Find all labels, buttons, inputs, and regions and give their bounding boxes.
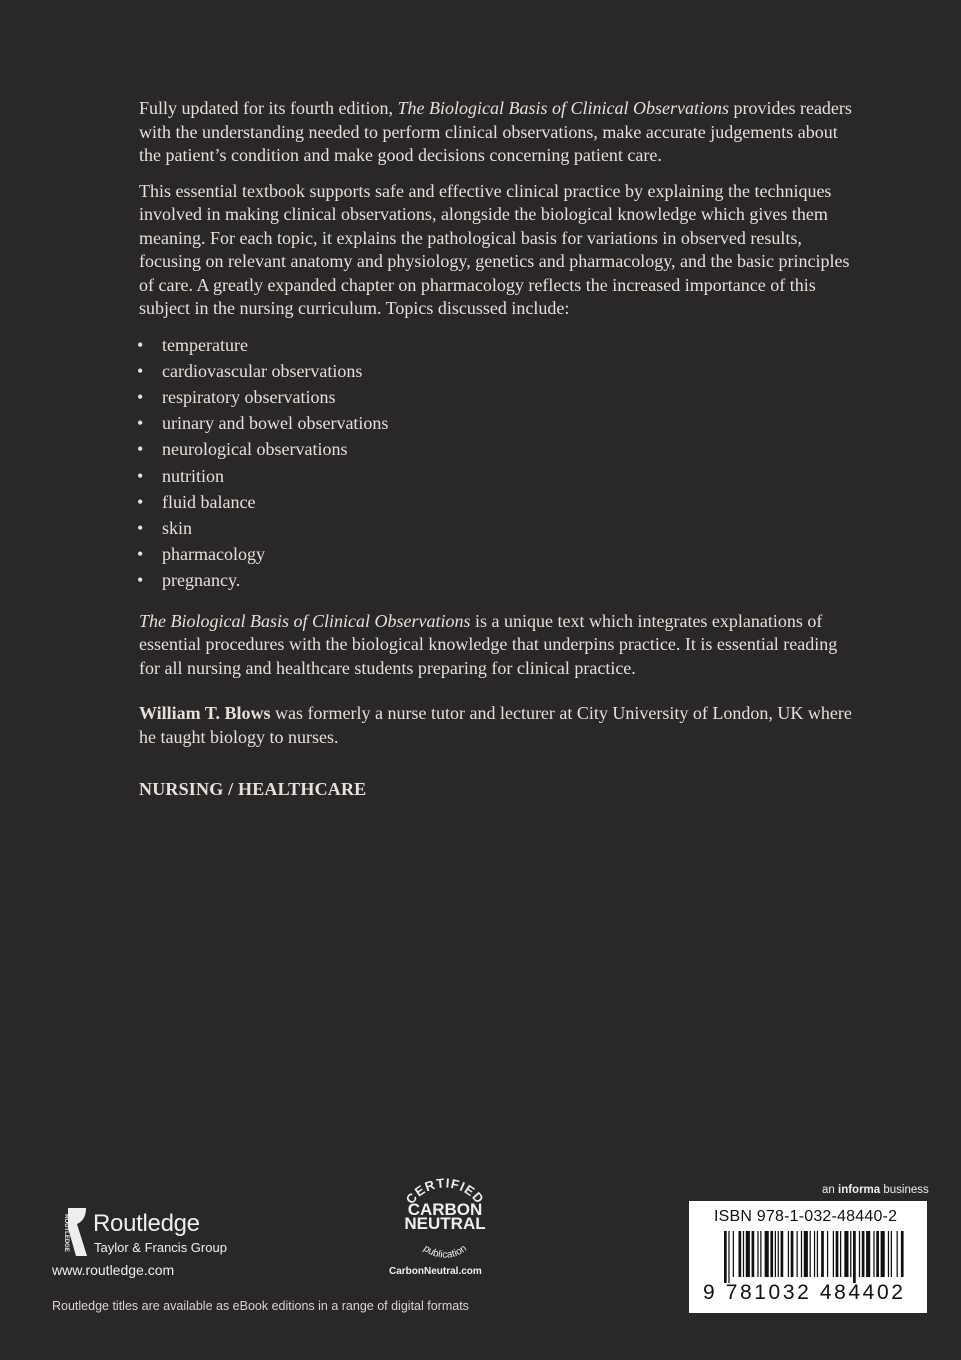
barcode-bar <box>797 1231 798 1277</box>
logo-vertical-text: ROUTLEDGE <box>63 1214 69 1252</box>
barcode-bar <box>827 1231 828 1277</box>
book-title-italic: The Biological Basis of Clinical Observations <box>397 98 729 118</box>
barcode-bar <box>853 1231 856 1283</box>
informa-suffix: business <box>880 1184 929 1196</box>
barcode-bar <box>752 1231 755 1277</box>
barcode-bar <box>760 1231 761 1277</box>
badge-certified-text: CERTIFIED <box>402 1175 488 1207</box>
badge-line1: CARBON <box>407 1200 483 1219</box>
closing-rest: is a unique text which integrates explanations of essential procedures with the biological knowledge that underpins practice. It is essential reading for all nursing and healthcare students preparing for clinical practice. <box>139 610 838 678</box>
publisher-group: Taylor & Francis Group <box>94 1240 227 1255</box>
summary-paragraph: This essential textbook supports safe and effective clinical practice by explaining the techniques involved in making clinical observations, alongside the biological knowledge which gives them meaning. For each topic, it explains the pathological basis for variations in observed results, focusing on relevant anatomy and physiology, genetics and pharmacology, and the basic principles of care. A greatly expanded chapter on pharmacology reflects the increased importance of this subject in the nursing curriculum. Topics discussed include: <box>139 180 850 318</box>
subject-category: NURSING / HEALTHCARE <box>139 779 367 800</box>
barcode-bar <box>724 1231 727 1283</box>
barcode-bar <box>817 1231 818 1277</box>
list-item: • skin <box>139 515 859 541</box>
isbn-label: ISBN 978-1-032-48440-2 <box>714 1208 898 1225</box>
barcode-bar <box>873 1231 874 1277</box>
barcode-bar <box>770 1231 773 1277</box>
barcode-bar <box>881 1231 885 1277</box>
book-title-italic: The Biological Basis of Clinical Observations <box>139 610 471 631</box>
isbn-barcode <box>689 1201 927 1313</box>
list-item: • nutrition <box>139 463 859 489</box>
author-bio-text: was formerly a nurse tutor and lecturer at City University of London, UK where he taught biology to nurses. <box>139 703 852 747</box>
barcode-bar <box>765 1231 769 1277</box>
list-item: • neurological observations <box>139 436 859 462</box>
routledge-logo-icon <box>52 1206 88 1258</box>
barcode-bar <box>739 1231 742 1277</box>
publisher-url: www.routledge.com <box>52 1262 175 1278</box>
barcode-bar <box>901 1231 904 1277</box>
barcode-bar <box>891 1231 892 1277</box>
intro-paragraph <box>139 97 859 168</box>
barcode-bar <box>888 1231 889 1277</box>
barcode-bars <box>724 1231 904 1283</box>
barcode-bar <box>821 1231 824 1277</box>
list-item: • pregnancy. <box>139 567 859 593</box>
back-cover-text <box>139 97 859 813</box>
barcode-bar <box>743 1231 744 1277</box>
barcode-bar <box>844 1231 848 1277</box>
badge-publication-text: publication <box>421 1243 469 1261</box>
barcode-bar <box>728 1231 729 1283</box>
informa-brand: informa <box>838 1184 881 1196</box>
barcode-bar <box>781 1231 784 1277</box>
barcode-bar <box>788 1231 789 1277</box>
barcode-bar <box>866 1231 870 1277</box>
barcode-bar <box>850 1231 851 1277</box>
barcode-bar <box>840 1231 841 1277</box>
barcode-bar <box>746 1231 750 1277</box>
carbon-neutral-url: CarbonNeutral.com <box>389 1266 482 1277</box>
ebook-note: Routledge titles are available as eBook editions in a range of digital formats <box>52 1299 469 1313</box>
closing-paragraph <box>139 610 859 681</box>
list-item: • fluid balance <box>139 489 859 515</box>
topics-list <box>139 332 859 594</box>
informa-prefix: an <box>822 1184 838 1196</box>
barcode-bar <box>814 1231 815 1277</box>
barcode-digits: 9 781032 484402 <box>703 1281 906 1304</box>
barcode-bar <box>833 1231 834 1277</box>
barcode-bar <box>757 1231 758 1277</box>
barcode-bar <box>836 1231 839 1277</box>
barcode-bar <box>733 1231 734 1277</box>
badge-line2: NEUTRAL <box>404 1214 486 1233</box>
barcode-bar <box>862 1231 865 1277</box>
barcode-bar <box>775 1231 776 1277</box>
publisher-name: Routledge <box>93 1210 200 1237</box>
barcode-bar <box>876 1231 879 1277</box>
list-item: • temperature <box>139 332 859 358</box>
list-item: • cardiovascular observations <box>139 358 859 384</box>
intro-rest: provides readers with the understanding needed to perform clinical observations, make accurate judgements about the patient’s condition and make good decisions concerning patient care. <box>139 98 852 165</box>
barcode-bar <box>859 1231 860 1277</box>
informa-line <box>822 1184 929 1196</box>
list-item: • respiratory observations <box>139 384 859 410</box>
barcode-bar <box>804 1231 808 1277</box>
list-item: • pharmacology <box>139 541 859 567</box>
author-name: William T. Blows <box>139 703 271 724</box>
barcode-bar <box>897 1231 898 1277</box>
author-bio <box>139 702 859 749</box>
intro-lead: Fully updated for its fourth edition, <box>139 98 398 118</box>
barcode-bar <box>801 1231 802 1277</box>
barcode-bar <box>810 1231 811 1277</box>
svg-text:publication <box>421 1243 469 1261</box>
barcode-bar <box>791 1231 794 1277</box>
list-item: • urinary and bowel observations <box>139 410 859 436</box>
barcode-bar <box>778 1231 779 1277</box>
